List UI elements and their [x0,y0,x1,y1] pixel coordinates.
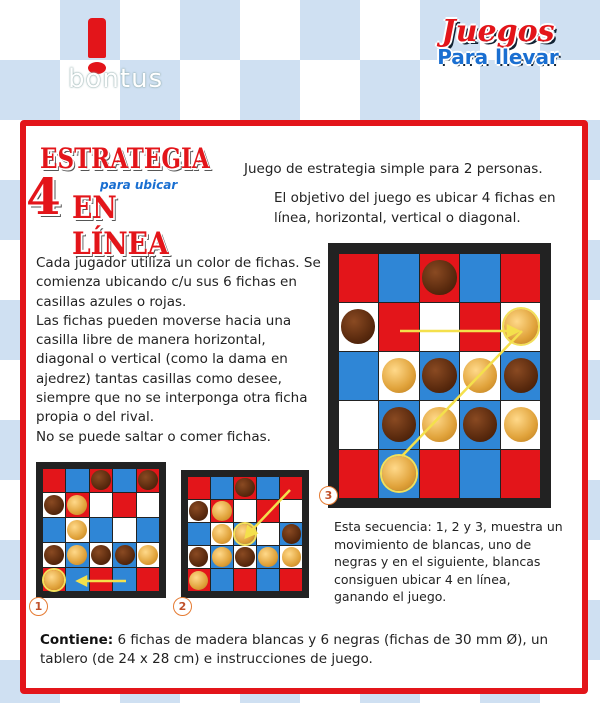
white-piece [44,570,64,590]
board-cell [90,518,113,542]
step-marker-1: 1 [29,597,48,616]
board-cell [137,493,160,517]
board-step-1 [36,462,166,598]
board-cell [188,523,210,545]
black-piece [235,478,254,497]
white-piece [382,456,416,490]
white-piece [212,547,231,566]
white-piece [67,545,87,565]
collection-logo [418,14,578,84]
board-cell [339,450,379,498]
board-cell [137,518,160,542]
board-cell [234,569,256,591]
board-cell [339,352,379,400]
black-piece [91,545,111,565]
board-cell [420,450,460,498]
board-cell [113,518,136,542]
board-cell [280,569,302,591]
black-piece [341,309,375,343]
black-piece [44,495,64,515]
board-cell [113,493,136,517]
white-piece [422,407,456,441]
white-piece [235,524,254,543]
collection-line1: Juegos [441,14,555,49]
board-cell [43,518,66,542]
black-piece [422,358,456,392]
board-cell [188,477,210,499]
bontus-brand [68,18,198,94]
contents-label: Contiene: [40,632,114,648]
logo-subtitle: para ubicar [100,178,178,192]
brand-name: bontus [68,64,164,94]
board-cell [113,469,136,493]
black-piece [44,545,64,565]
intro-line: Juego de estrategia simple para 2 personas. [244,161,543,177]
board-cell [66,469,89,493]
game-logo [14,138,242,262]
collection-line2: Para llevar [437,45,559,69]
black-piece [504,358,538,392]
rules-paragraph-2: Las fichas pueden moverse hacia una casilla libre de manera horizontal, diagonal o vertical (como la dama en ajedrez) tantas casillas como desee, siempre que no se interponga otra ficha propia o del rival. [36,312,308,426]
board-cell [113,568,136,592]
black-piece [189,547,208,566]
board-cell [339,254,379,302]
white-piece [258,547,277,566]
white-piece [504,407,538,441]
white-piece [382,358,416,392]
contents-description: 6 fichas de madera blancas y 6 negras (fichas de 30 mm Ø), un tablero (de 24 x 28 cm) e instrucciones de juego. [40,632,549,667]
board-cell [379,254,419,302]
board-cell [90,493,113,517]
black-piece [189,501,208,520]
board-cell [420,303,460,351]
black-piece [382,407,416,441]
white-piece [212,524,231,543]
board-cell [66,568,89,592]
sequence-caption: Esta secuencia: 1, 2 y 3, muestra un movimiento de blancas, uno de negras y en el siguiente, blancas consiguen ubicar 4 en línea, ganando el juego. [334,519,563,604]
board-cell [460,450,500,498]
white-piece [212,501,231,520]
logo-word1: ESTRATEGIA [40,142,210,175]
black-piece [282,524,301,543]
rules-text [36,254,326,447]
board-cell [211,569,233,591]
white-piece [463,358,497,392]
white-piece [138,545,158,565]
board-cell [501,254,541,302]
board-cell [137,568,160,592]
board-cell [257,569,279,591]
white-piece [282,547,301,566]
board-cell [280,500,302,522]
board-cell [90,568,113,592]
board-cell [257,500,279,522]
board-cell [211,477,233,499]
rules-paragraph-3: No se puede saltar o comer fichas. [36,428,271,445]
rules-paragraph-1: Cada jugador utiliza un color de fichas. Se comienza ubicando c/u sus 6 fichas en casillas azules o rojas. [36,255,321,310]
board-cell [379,303,419,351]
black-piece [115,545,135,565]
black-piece [422,260,456,294]
board-cell [234,500,256,522]
white-piece [504,309,538,343]
board-cell [280,477,302,499]
board-step-2 [181,470,309,598]
black-piece [235,547,254,566]
logo-number: 4 [26,167,61,226]
objective-text: El objetivo del juego es ubicar 4 fichas en línea, horizontal, vertical o diagonal. [274,190,556,226]
board-cell [257,477,279,499]
board-cell [460,254,500,302]
board-cell [339,401,379,449]
contents-text [40,631,580,669]
board-cell [460,303,500,351]
board-cell [501,450,541,498]
step-marker-3: 3 [319,486,338,505]
logo-word2: EN LÍNEA [72,190,169,262]
board-cell [43,469,66,493]
board-cell [257,523,279,545]
exclamation-logo-icon [88,18,106,58]
step-marker-2: 2 [173,597,192,616]
board-step-3 [328,243,551,508]
black-piece [463,407,497,441]
